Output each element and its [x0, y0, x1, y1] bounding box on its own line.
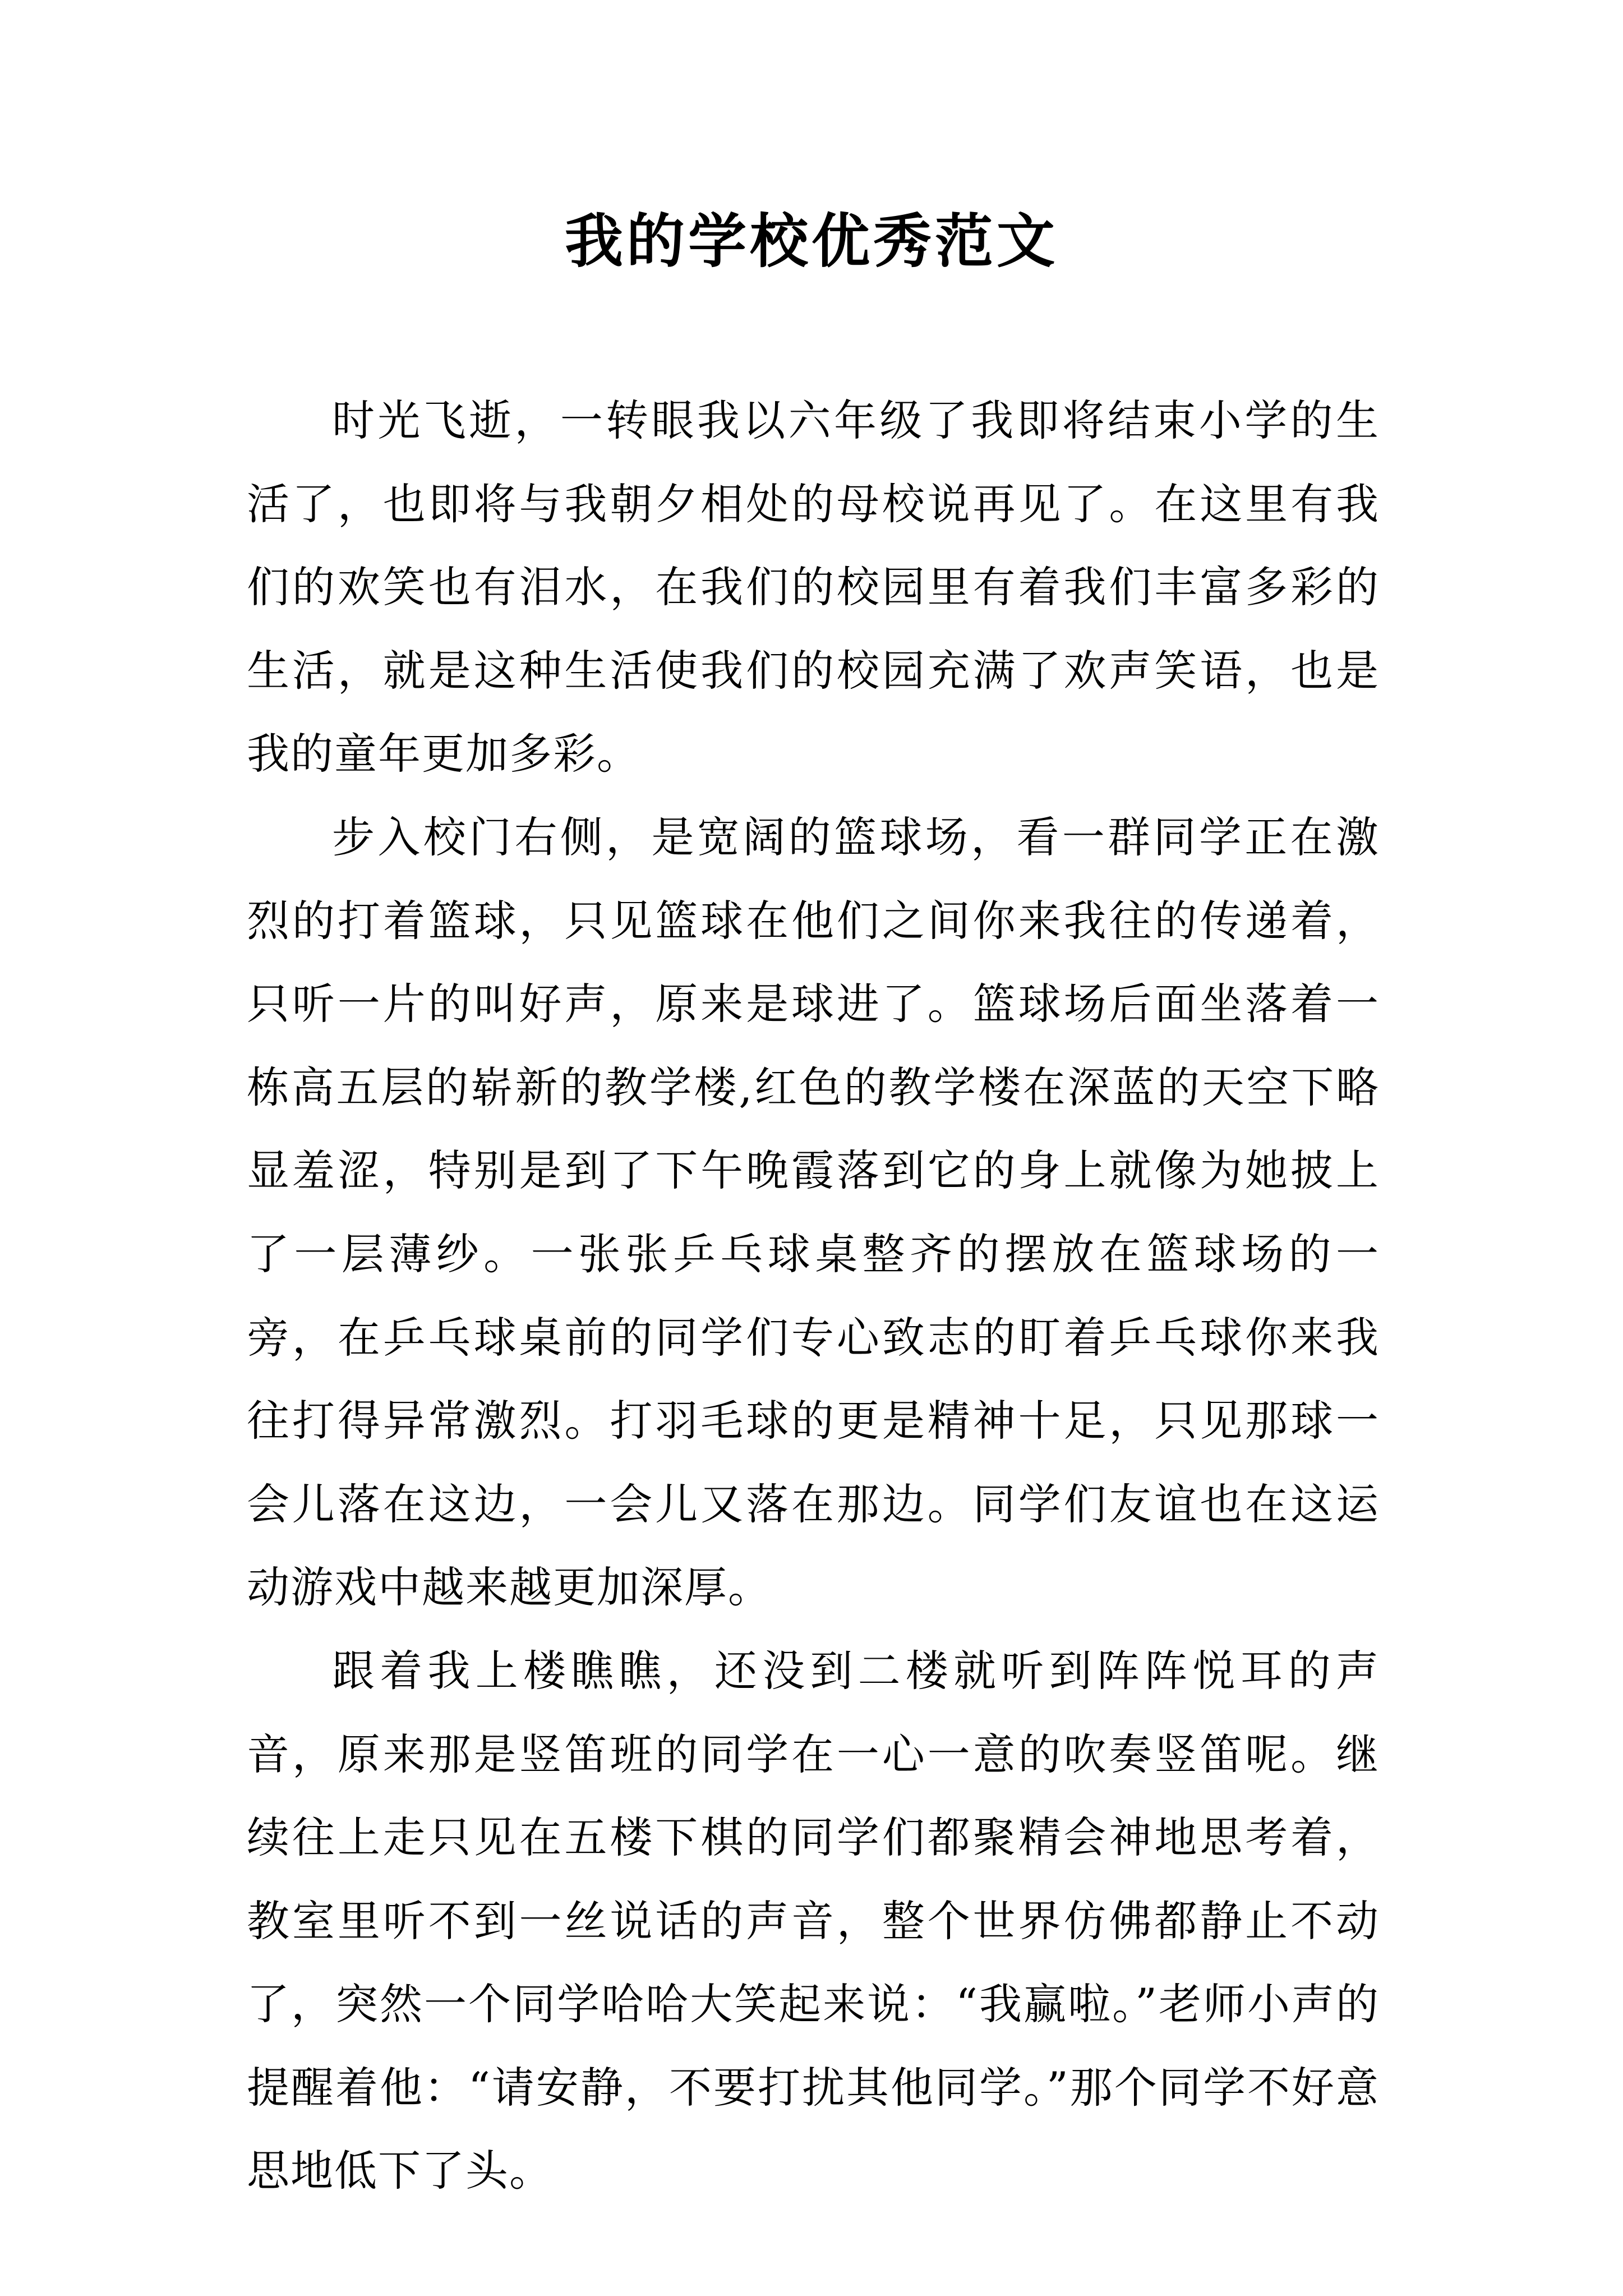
- paragraph: 跟着我上楼瞧瞧，还没到二楼就听到阵阵悦耳的声音，原来那是竖笛班的同学在一心一意的吹奏竖笛呢。继续往上走只见在五楼下棋的同学们都聚精会神地思考着，教室里听不到一丝说话的声音，整个世界仿佛都静止不动了，突然一个同学哈哈大笑起来说：“我赢啦。”老师小声的提醒着他：“请安静，不要打扰其他同学。”那个同学不好意思地低下了头。: [247, 1645, 1380, 2196]
- paragraph: 步入校门右侧，是宽阔的篮球场，看一群同学正在激烈的打着篮球，只见篮球在他们之间你来我往的传递着，只听一片的叫好声，原来是球进了。篮球场后面坐落着一栋高五层的崭新的教学楼,红色的教学楼在深蓝的天空下略显羞涩，特别是到了下午晚霞落到它的身上就像为她披上了一层薄纱。一张张乒乓球桌整齐的摆放在篮球场的一旁，在乒乓球桌前的同学们专心致志的盯着乒乓球你来我往打得异常激烈。打羽毛球的更是精神十足，只见那球一会儿落在这边，一会儿又落在那边。同学们友谊也在这运动游戏中越来越更加深厚。: [247, 812, 1380, 1613]
- document-body: [247, 379, 1380, 2213]
- paragraph: 时光飞逝，一转眼我以六年级了我即将结束小学的生活了，也即将与我朝夕相处的母校说再见了。在这里有我们的欢笑也有泪水，在我们的校园里有着我们丰富多彩的生活，就是这种生活使我们的校园充满了欢声笑语，也是我的童年更加多彩。: [247, 395, 1380, 779]
- document-title: 我的学校优秀范文: [564, 206, 1058, 275]
